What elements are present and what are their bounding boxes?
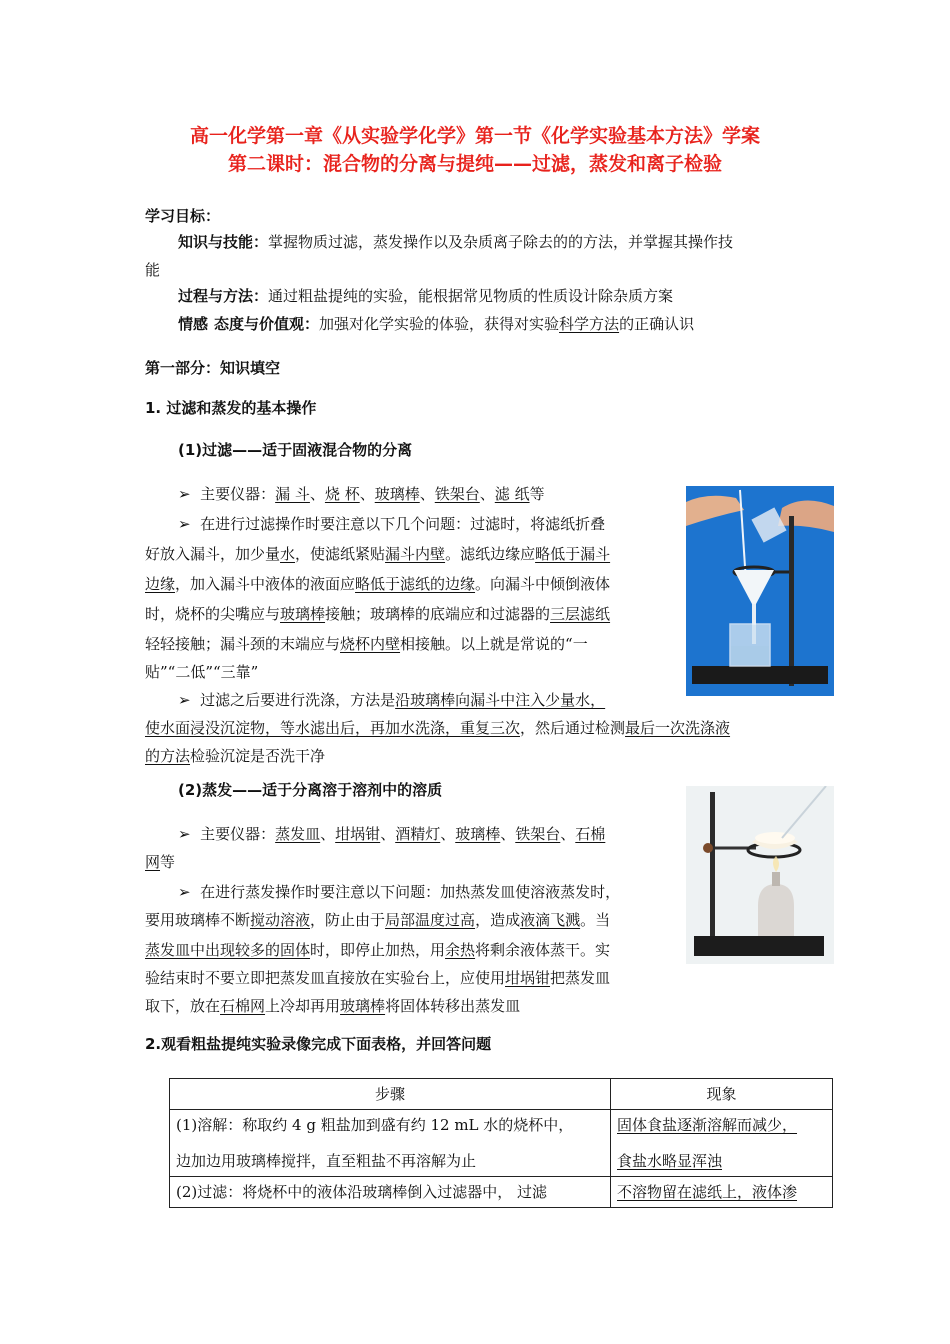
filter-line2 (145, 544, 610, 564)
doc-title-line1: 高一化学第一章《从实验学化学》第一节《化学实验基本方法》学案 (189, 125, 760, 147)
t: 取下，放在 (145, 997, 221, 1015)
t: 。当 (580, 911, 611, 929)
t: 在进行蒸发操作时要注意以下问题：加热蒸发皿使溶液蒸发时， (200, 883, 621, 901)
bullet-arrow-icon: ➢ (178, 515, 191, 533)
instr-item: 玻璃棒 (455, 825, 501, 843)
filter-line7 (178, 690, 605, 710)
blank: 玻璃棒 (340, 997, 386, 1015)
observation-text: 固体食盐逐渐溶解而减少， (617, 1116, 798, 1134)
t: 。滤纸边缘应 (445, 545, 536, 563)
instr-label: 主要仪器： (200, 485, 276, 503)
attitude-label-b: 态度与价值观： (214, 315, 320, 333)
objective-attitude (178, 314, 694, 334)
blank: 三层滤纸 (550, 605, 611, 623)
sep: 、 (419, 485, 435, 503)
blank: 沿玻璃棒向漏斗中注入少量水， (395, 691, 606, 709)
evap-instruments (178, 824, 605, 844)
sep: 、 (380, 825, 396, 843)
t: ，防止由于 (310, 911, 386, 929)
instr-label: 主要仪器： (200, 825, 276, 843)
evap-line3 (145, 940, 610, 960)
t: 过滤之后要进行洗涤，方法是 (200, 691, 396, 709)
experiment-table (169, 1078, 833, 1208)
t: 好放入漏斗，加少量 (145, 545, 281, 563)
t: 接触；玻璃棒的底端应和过滤器的 (325, 605, 551, 623)
part1-heading: 第一部分：知识填空 (145, 359, 281, 377)
observation-text: 食盐水略显浑浊 (617, 1152, 723, 1170)
instr-item: 玻璃棒 (374, 485, 420, 503)
evap-line4 (145, 968, 610, 988)
t: 要用玻璃棒不断 (145, 911, 251, 929)
table-row (170, 1110, 833, 1177)
blank: 余热 (445, 941, 476, 959)
table-header-row (170, 1079, 833, 1110)
instr-item: 网 (145, 853, 161, 871)
blank: 石棉网 (220, 997, 266, 1015)
knowledge-text-cont: 能 (145, 261, 161, 279)
t: ，造成 (475, 911, 521, 929)
sep: 、 (479, 485, 495, 503)
table-row (170, 1177, 833, 1208)
attitude-label-a: 情感 (178, 315, 209, 333)
table-header-observation: 现象 (611, 1079, 833, 1110)
bullet-arrow-icon: ➢ (178, 691, 191, 709)
step-text: 边加边用玻璃棒搅拌，直至粗盐不再溶解为止 (176, 1152, 477, 1170)
evap-line5 (145, 996, 520, 1016)
t: 时，即停止加热，用 (310, 941, 446, 959)
blank: 边缘 (145, 575, 176, 593)
instr-item: 铁架台 (515, 825, 561, 843)
filter-line1 (178, 514, 605, 534)
bullet-arrow-icon: ➢ (178, 485, 191, 503)
filter-line6: 贴”“二低”“三靠” (145, 663, 259, 681)
blank: 蒸发皿中出现较多的固体 (145, 941, 311, 959)
attitude-text-b: 科学方法 (559, 315, 620, 333)
objective-process (178, 286, 673, 306)
sep: 、 (500, 825, 516, 843)
filtration-photo (686, 486, 834, 696)
blank: 水 (280, 545, 296, 563)
attitude-text-c: 的正确认识 (619, 315, 695, 333)
filter-line5 (145, 634, 588, 654)
sep: 、 (560, 825, 576, 843)
instr-item: 铁架台 (434, 485, 480, 503)
blank: 玻璃棒 (280, 605, 326, 623)
evap-instruments-cont (145, 852, 175, 872)
bullet-arrow-icon: ➢ (178, 883, 191, 901)
blank: 的方法 (145, 747, 191, 765)
section2-heading: 2.观看粗盐提纯实验录像完成下面表格，并回答问题 (145, 1035, 492, 1053)
filter-line4 (145, 604, 610, 624)
evap-heading: (2)蒸发——适于分离溶于溶剂中的溶质 (178, 781, 443, 799)
table-cell-observation: 不溶物留在滤纸上，液体渗 (611, 1177, 833, 1208)
blank: 局部温度过高 (385, 911, 476, 929)
doc-title-line2: 第二课时：混合物的分离与提纯——过滤，蒸发和离子检验 (227, 153, 722, 175)
filter-line9 (145, 746, 325, 766)
t: 相接触。以上就是常说的“一 (400, 635, 588, 653)
blank: 最后一次洗涤液 (625, 719, 731, 737)
filter-heading: (1)过滤——适于固液混合物的分离 (178, 441, 413, 459)
t: 把蒸发皿 (550, 969, 611, 987)
sep: 、 (309, 485, 325, 503)
blank: 略低于漏斗 (535, 545, 611, 563)
t: 检验沉淀是否洗干净 (190, 747, 326, 765)
attitude-text-a: 加强对化学实验的体验，获得对实验 (319, 315, 560, 333)
section1-heading: 1. 过滤和蒸发的基本操作 (145, 399, 317, 417)
filter-instruments (178, 484, 545, 504)
t: 上冷却再用 (265, 997, 341, 1015)
t: 时，烧杯的尖嘴应与 (145, 605, 281, 623)
t: 验结束时不要立即把蒸发皿直接放在实验台上，应使用 (145, 969, 506, 987)
blank: 搅动溶液 (250, 911, 311, 929)
knowledge-label: 知识与技能： (178, 233, 269, 251)
t: ，使滤纸紧贴 (295, 545, 386, 563)
sep: 、 (440, 825, 456, 843)
blank: 略低于滤纸的边缘 (355, 575, 476, 593)
instr-item: 漏 斗 (275, 485, 310, 503)
process-label: 过程与方法： (178, 287, 269, 305)
t: 将剩余液体蒸干。实 (475, 941, 611, 959)
instr-end: 等 (529, 485, 545, 503)
t: 。向漏斗中倾倒液体 (475, 575, 611, 593)
t: 轻轻接触；漏斗颈的末端应与 (145, 635, 341, 653)
evaporation-photo (686, 786, 834, 964)
knowledge-text: 掌握物质过滤，蒸发操作以及杂质离子除去的的方法，并掌握其操作技 (268, 233, 734, 251)
instr-end: 等 (160, 853, 176, 871)
step-text: (1)溶解：称取约 4 g 粗盐加到盛有约 12 mL 水的烧杯中， (176, 1116, 574, 1134)
sep: 、 (320, 825, 336, 843)
blank: 使水面浸没沉淀物，等水滤出后，再加水洗涤，重复三次 (145, 719, 521, 737)
process-text: 通过粗盐提纯的实验，能根据常见物质的性质设计除杂质方案 (268, 287, 674, 305)
instr-item: 石棉 (575, 825, 606, 843)
instr-item: 烧 杯 (324, 485, 360, 503)
blank: 烧杯内壁 (340, 635, 401, 653)
table-cell-step (170, 1110, 611, 1177)
instr-item: 滤 纸 (494, 485, 530, 503)
table-cell-step: (2)过滤：将烧杯中的液体沿玻璃棒倒入过滤器中， 过滤 (170, 1177, 611, 1208)
instr-item: 酒精灯 (395, 825, 441, 843)
table-header-step: 步骤 (170, 1079, 611, 1110)
evap-line2 (145, 910, 610, 930)
t: ，然后通过检测 (520, 719, 626, 737)
blank: 坩埚钳 (505, 969, 551, 987)
objective-knowledge (178, 232, 733, 252)
bullet-arrow-icon: ➢ (178, 825, 191, 843)
blank: 液滴飞溅 (520, 911, 581, 929)
sep: 、 (359, 485, 375, 503)
objectives-heading: 学习目标： (145, 207, 221, 225)
instr-item: 坩埚钳 (335, 825, 381, 843)
t: ，加入漏斗中液体的液面应 (175, 575, 356, 593)
evap-line1 (178, 882, 620, 902)
filter-line8 (145, 718, 730, 738)
t: 将固体转移出蒸发皿 (385, 997, 521, 1015)
blank: 漏斗内壁 (385, 545, 446, 563)
table-cell-observation (611, 1110, 833, 1177)
instr-item: 蒸发皿 (275, 825, 321, 843)
filter-text: 在进行过滤操作时要注意以下几个问题：过滤时，将滤纸折叠 (200, 515, 606, 533)
filter-line3 (145, 574, 610, 594)
